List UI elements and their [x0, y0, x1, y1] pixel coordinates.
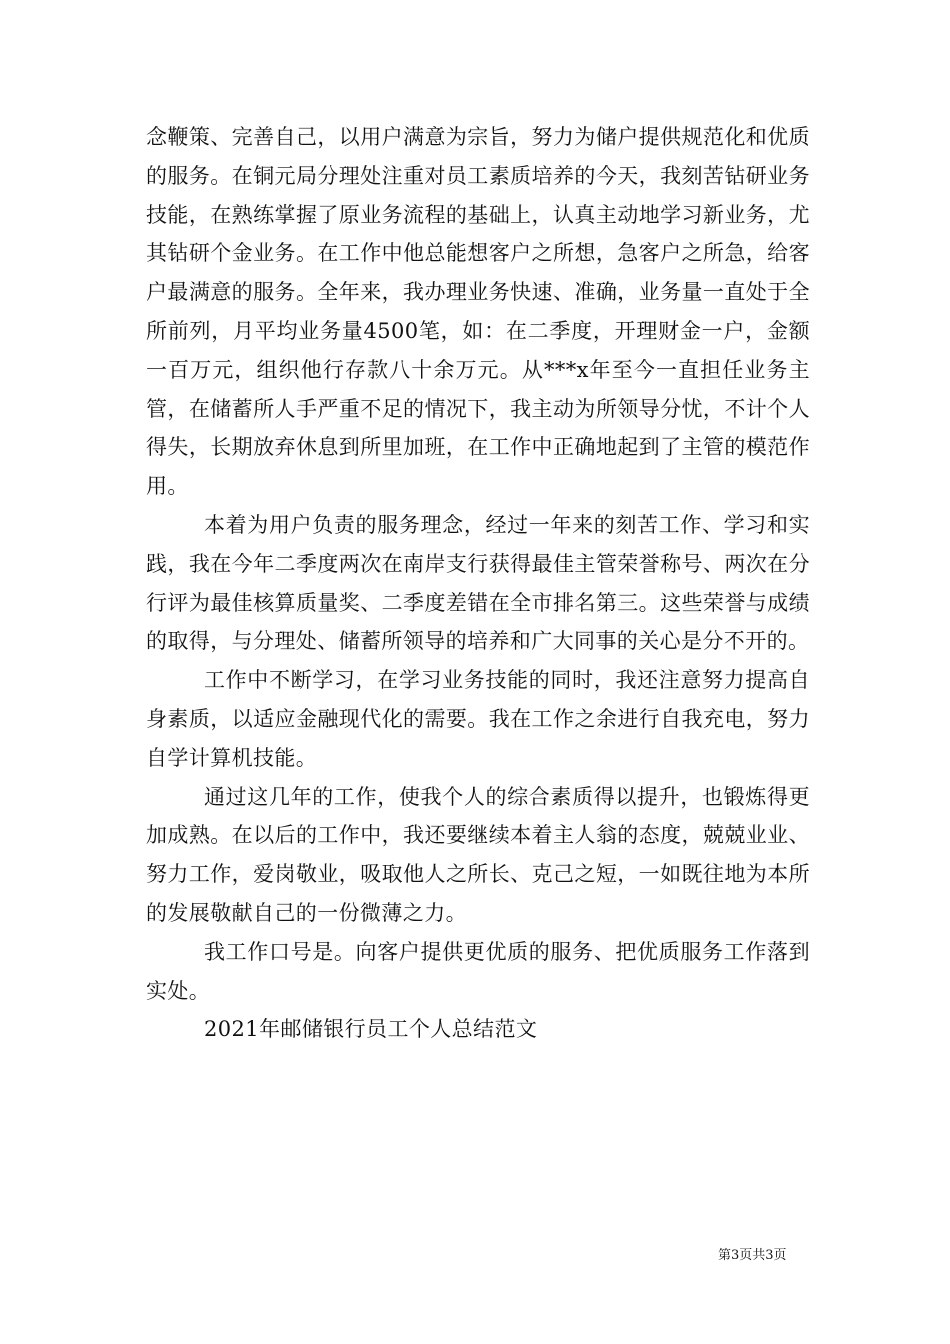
document-body: [146, 118, 810, 1049]
paragraph-honors: 本着为用户负责的服务理念，经过一年来的刻苦工作、学习和实践，我在今年二季度两次在南岸支行获得最佳主管荣誉称号、两次在分行评为最佳核算质量奖、二季度差错在全市排名第三。这些荣誉与成绩的取得，与分理处、储蓄所领导的培养和广大同事的关心是分不开的。: [146, 512, 810, 654]
paragraph-future: 通过这几年的工作，使我个人的综合素质得以提升，也锻炼得更加成熟。在以后的工作中，我还要继续本着主人翁的态度，兢兢业业、努力工作，爱岗敬业，吸取他人之所长、克己之短，一如既往地为本所的发展敬献自己的一份微薄之力。: [146, 784, 810, 925]
paragraph-learning: 工作中不断学习，在学习业务技能的同时，我还注意努力提高自身素质，以适应金融现代化的需要。我在工作之余进行自我充电，努力自学计算机技能。: [146, 668, 810, 770]
paragraph-continued: 念鞭策、完善自己，以用户满意为宗旨，努力为储户提供规范化和优质的服务。在铜元局分理处注重对员工素质培养的今天，我刻苦钻研业务技能，在熟练掌握了原业务流程的基础上，认真主动地学习新业务，尤其钻研个金业务。在工作中他总能想客户之所想，急客户之所急，给客户最满意的服务。全年来，我办理业务快速、准确，业务量一直处于全所前列，月平均业务量4500笔，如：在二季度，开理财金一户，金额一百万元，组织他行存款八十余万元。从***x年至今一直担任业务主管，在储蓄所人手严重不足的情况下，我主动为所领导分忧，不计个人得失，长期放弃休息到所里加班，在工作中正确地起到了主管的模范作用。: [146, 125, 810, 499]
page-number-footer: 第3页共3页: [718, 1248, 787, 1263]
paragraph-slogan: 我工作口号是。向客户提供更优质的服务、把优质服务工作落到实处。: [146, 939, 810, 1003]
paragraph-next-title: 2021年邮储银行员工个人总结范文: [204, 1017, 538, 1042]
